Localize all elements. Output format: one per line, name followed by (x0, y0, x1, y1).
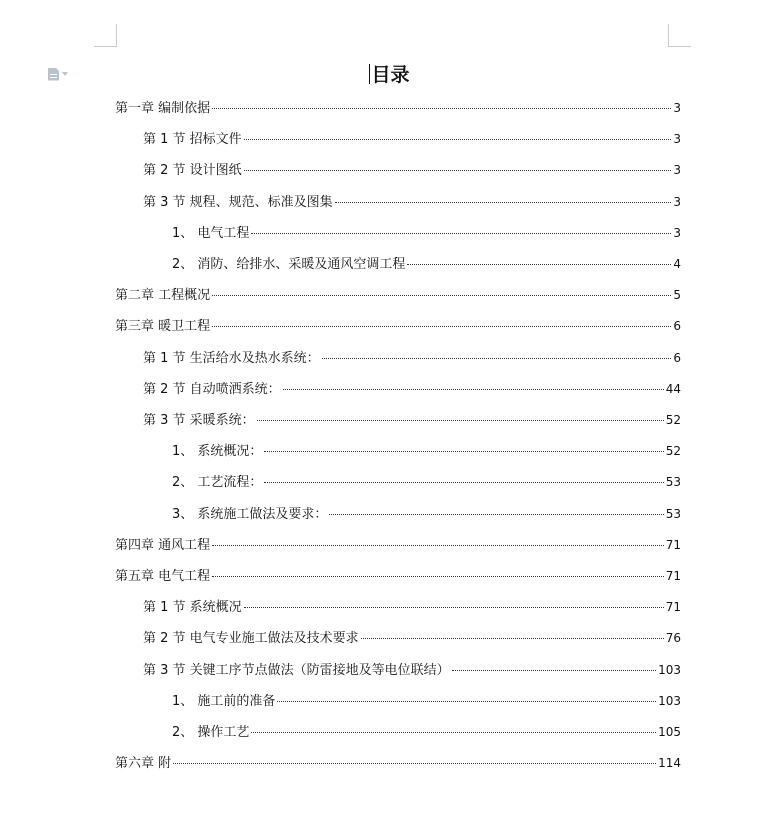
margin-mark-top-right (668, 24, 691, 47)
toc-entry-1[interactable] (115, 96, 681, 120)
toc-entry-page-number: 71 (665, 600, 681, 615)
toc-entry-leader-dots (452, 670, 656, 671)
toc-entry-19[interactable] (143, 658, 681, 682)
toc-entry-22[interactable] (115, 751, 681, 775)
toc-entry-label: 第 2 节 电气专业施工做法及技术要求 (143, 631, 359, 647)
toc-entry-label: 第六章 附 (115, 756, 172, 772)
toc-entry-leader-dots (244, 607, 664, 608)
toc-title[interactable] (0, 62, 779, 88)
toc-entry-3[interactable] (143, 158, 681, 182)
toc-entry-label: 第 1 节 系统概况 (143, 600, 242, 616)
toc-entry-label: 2、 操作工艺 (172, 725, 250, 740)
toc-entry-label: 1、 电气工程 (172, 225, 250, 241)
toc-entry-label: 第二章 工程概况 (115, 288, 211, 304)
toc-entry-label: 第三章 暖卫工程 (115, 319, 211, 335)
toc-entry-11[interactable] (143, 408, 681, 432)
toc-entry-leader-dots (335, 202, 672, 203)
toc-entry-page-number: 5 (673, 288, 681, 303)
toc-entry-13[interactable] (172, 470, 681, 494)
toc-entry-page-number: 52 (665, 413, 681, 427)
toc-entry-page-number: 4 (673, 257, 681, 271)
toc-entry-page-number: 76 (665, 631, 681, 646)
toc-entry-leader-dots (322, 358, 672, 359)
toc-entry-leader-dots (212, 108, 671, 109)
toc-entry-10[interactable] (143, 377, 681, 401)
toc-entry-page-number: 71 (665, 537, 681, 552)
toc-entry-leader-dots (212, 576, 664, 577)
toc-entry-leader-dots (257, 420, 664, 421)
toc-entry-page-number: 3 (673, 194, 681, 209)
toc-entry-label: 3、 系统施工做法及要求： (172, 506, 328, 522)
toc-entry-2[interactable] (143, 127, 681, 151)
toc-entry-page-number: 53 (665, 506, 681, 521)
toc-entry-18[interactable] (143, 626, 681, 650)
toc-entry-leader-dots (277, 701, 656, 702)
toc-entry-page-number: 3 (673, 132, 681, 147)
toc-entry-5[interactable] (172, 221, 681, 245)
toc-entry-label: 2、 消防、给排水、采暖及通风空调工程 (172, 257, 406, 272)
toc-entry-leader-dots (244, 170, 672, 171)
toc-entry-page-number: 3 (673, 101, 681, 115)
toc-entry-12[interactable] (172, 439, 681, 463)
toc-entry-label: 第 1 节 生活给水及热水系统： (143, 350, 320, 366)
toc-entry-7[interactable] (115, 283, 681, 307)
toc-entry-leader-dots (329, 514, 663, 515)
toc-entry-page-number: 3 (673, 225, 681, 240)
toc-entry-label: 1、 施工前的准备 (172, 693, 276, 709)
toc-entry-21[interactable] (172, 720, 681, 744)
toc-entry-leader-dots (212, 295, 671, 296)
toc-entry-page-number: 71 (665, 569, 681, 583)
toc-entry-page-number: 105 (658, 725, 681, 739)
toc-entry-page-number: 53 (665, 475, 681, 490)
toc-entry-20[interactable] (172, 689, 681, 713)
margin-mark-top-left (94, 24, 117, 47)
toc-entry-leader-dots (173, 763, 656, 764)
toc-entry-label: 第五章 电气工程 (115, 569, 211, 584)
toc-entry-9[interactable] (143, 346, 681, 370)
toc-entry-leader-dots (264, 482, 663, 483)
toc-entry-label: 第 3 节 关键工序节点做法（防雷接地及等电位联结） (143, 662, 450, 678)
toc-entry-leader-dots (283, 389, 664, 390)
toc-entry-label: 第一章 编制依据 (115, 101, 211, 116)
toc-entry-page-number: 103 (658, 662, 681, 677)
toc-entry-leader-dots (212, 545, 664, 546)
toc-entry-8[interactable] (115, 314, 681, 338)
toc-entry-4[interactable] (143, 190, 681, 214)
toc-entry-6[interactable] (172, 252, 681, 276)
toc-entry-page-number: 114 (658, 756, 681, 771)
toc-title-text: 目录 (371, 64, 410, 86)
toc-entry-page-number: 44 (665, 381, 681, 396)
toc-entry-leader-dots (251, 233, 671, 234)
toc-entry-page-number: 6 (673, 350, 681, 365)
toc-entry-leader-dots (264, 451, 663, 452)
toc-entry-label: 1、 系统概况： (172, 444, 263, 460)
toc-entry-label: 第 3 节 规程、规范、标准及图集 (143, 194, 333, 210)
toc-entry-16[interactable] (115, 564, 681, 588)
toc-entry-label: 第 1 节 招标文件 (143, 132, 242, 148)
toc-entry-label: 2、 工艺流程： (172, 475, 263, 491)
toc-entry-leader-dots (212, 326, 671, 327)
toc-entry-page-number: 52 (665, 444, 681, 459)
toc-entry-label: 第四章 通风工程 (115, 537, 211, 553)
toc-entry-page-number: 103 (658, 693, 681, 708)
toc-entry-15[interactable] (115, 533, 681, 557)
toc-entry-label: 第 3 节 采暖系统： (143, 413, 255, 428)
toc-entry-leader-dots (407, 264, 671, 265)
toc-entry-leader-dots (251, 732, 656, 733)
toc-entry-label: 第 2 节 设计图纸 (143, 163, 242, 179)
toc-entry-17[interactable] (143, 595, 681, 619)
toc-entry-leader-dots (361, 638, 664, 639)
toc-entry-label: 第 2 节 自动喷洒系统： (143, 381, 281, 397)
toc-entry-page-number: 3 (673, 163, 681, 178)
toc-entry-leader-dots (244, 139, 672, 140)
toc-entry-14[interactable] (172, 502, 681, 526)
toc-entry-page-number: 6 (673, 319, 681, 334)
